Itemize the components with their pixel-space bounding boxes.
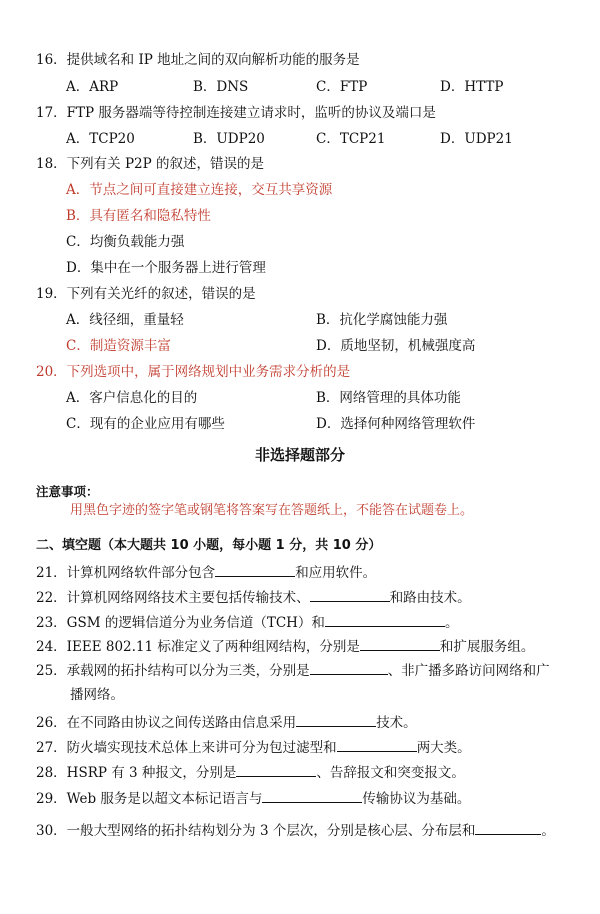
fill-question-29 [36, 788, 470, 808]
q21-text-b: 和应用软件。 [295, 565, 377, 581]
q22-text-a: 22．计算机网络网络技术主要包括传输技术、 [36, 590, 310, 606]
question-18-stem: 18．下列有关 P2P 的叙述，错误的是 [36, 156, 265, 172]
q25-text-b: 、非广播多路访问网络和广 [387, 663, 550, 679]
fill-question-22 [36, 587, 471, 607]
q16-option-a: A．ARP [66, 79, 119, 95]
fill-question-23 [36, 612, 458, 632]
q17-option-b: B．UDP20 [193, 131, 265, 147]
fill-question-30 [36, 820, 555, 840]
note-title: 注意事项： [36, 484, 99, 499]
q24-blank[interactable] [360, 636, 440, 651]
q18-option-c: C．均衡负载能力强 [66, 234, 185, 250]
question-20-stem: 20．下列选项中，属于网络规划中业务需求分析的是 [36, 364, 351, 380]
q30-blank[interactable] [475, 820, 541, 835]
q24-text-a: 24．IEEE 802.11 标准定义了两种组网结构，分别是 [36, 639, 360, 655]
q19-option-b: B．抗化学腐蚀能力强 [316, 312, 448, 328]
q27-text-b: 两大类。 [416, 740, 471, 756]
q29-blank[interactable] [262, 788, 362, 803]
q19-option-d: D．质地坚韧，机械强度高 [316, 338, 476, 354]
question-16-stem: 16．提供域名和 IP 地址之间的双向解析功能的服务是 [36, 52, 360, 68]
q16-option-b: B．DNS [193, 79, 249, 95]
fill-question-25 [36, 660, 550, 680]
q25-continuation: 播网络。 [70, 687, 124, 703]
q26-text-a: 26．在不同路由协议之间传送路由信息采用 [36, 715, 297, 731]
q25-text-a: 25．承载网的拓扑结构可以分为三类，分别是 [36, 663, 310, 679]
q20-option-c: C．现有的企业应用有哪些 [66, 416, 225, 432]
question-19-stem: 19．下列有关光纤的叙述，错误的是 [36, 286, 256, 302]
fill-section-title: 二、填空题（本大题共 10 小题，每小题 1 分，共 10 分） [36, 538, 382, 553]
q19-option-c: C．制造资源丰富 [66, 338, 171, 354]
fill-question-24 [36, 636, 534, 656]
q16-option-c: C．FTP [316, 79, 368, 95]
q30-text-b: 。 [541, 823, 555, 839]
q25-blank[interactable] [310, 660, 388, 675]
q28-blank[interactable] [236, 762, 316, 777]
q27-text-a: 27．防火墙实现技术总体上来讲可分为包过滤型和 [36, 740, 337, 756]
q20-option-d: D．选择何种网络管理软件 [316, 416, 476, 432]
q23-text-a: 23．GSM 的逻辑信道分为业务信道（TCH）和 [36, 615, 325, 631]
q29-text-a: 29．Web 服务是以超文本标记语言与 [36, 791, 263, 807]
q22-blank[interactable] [310, 587, 390, 602]
q23-blank[interactable] [325, 612, 445, 627]
q28-text-b: 、告辞报文和突变报文。 [316, 765, 465, 781]
q20-option-a: A．客户信息化的目的 [66, 390, 198, 406]
q26-text-b: 技术。 [376, 715, 417, 731]
note-body: 用黑色字迹的签字笔或钢笔将答案写在答题纸上，不能答在试题卷上。 [70, 503, 474, 518]
q23-text-b: 。 [444, 615, 459, 631]
q27-blank[interactable] [337, 737, 417, 752]
q17-option-d: D．UDP21 [440, 131, 513, 147]
q30-text-a: 30．一般大型网络的拓扑结构划分为 3 个层次，分别是核心层、分布层和 [36, 823, 476, 839]
q16-option-d: D．HTTP [440, 79, 504, 95]
q18-option-d: D．集中在一个服务器上进行管理 [66, 260, 266, 276]
q20-option-b: B．网络管理的具体功能 [316, 390, 461, 406]
fill-question-28 [36, 762, 465, 782]
q24-text-b: 和扩展服务组。 [439, 639, 535, 655]
fill-question-26 [36, 712, 417, 732]
question-17-stem: 17．FTP 服务器端等待控制连接建立请求时，监听的协议及端口是 [36, 105, 436, 121]
q28-text-a: 28．HSRP 有 3 种报文，分别是 [36, 765, 237, 781]
q18-option-b: B．具有匿名和隐私特性 [66, 208, 211, 224]
fill-question-21 [36, 562, 376, 582]
fill-question-27 [36, 737, 471, 757]
q17-option-a: A．TCP20 [66, 131, 135, 147]
q19-option-a: A．线径细，重量轻 [66, 312, 184, 328]
q29-text-b: 传输协议为基础。 [362, 791, 471, 807]
q26-blank[interactable] [296, 712, 376, 727]
section-title: 非选择题部分 [254, 446, 345, 464]
q17-option-c: C．TCP21 [316, 131, 386, 147]
q21-blank[interactable] [215, 562, 295, 577]
q18-option-a: A．节点之间可直接建立连接，交互共享资源 [66, 182, 333, 198]
q21-text-a: 21．计算机网络软件部分包含 [36, 565, 216, 581]
q22-text-b: 和路由技术。 [389, 590, 471, 606]
